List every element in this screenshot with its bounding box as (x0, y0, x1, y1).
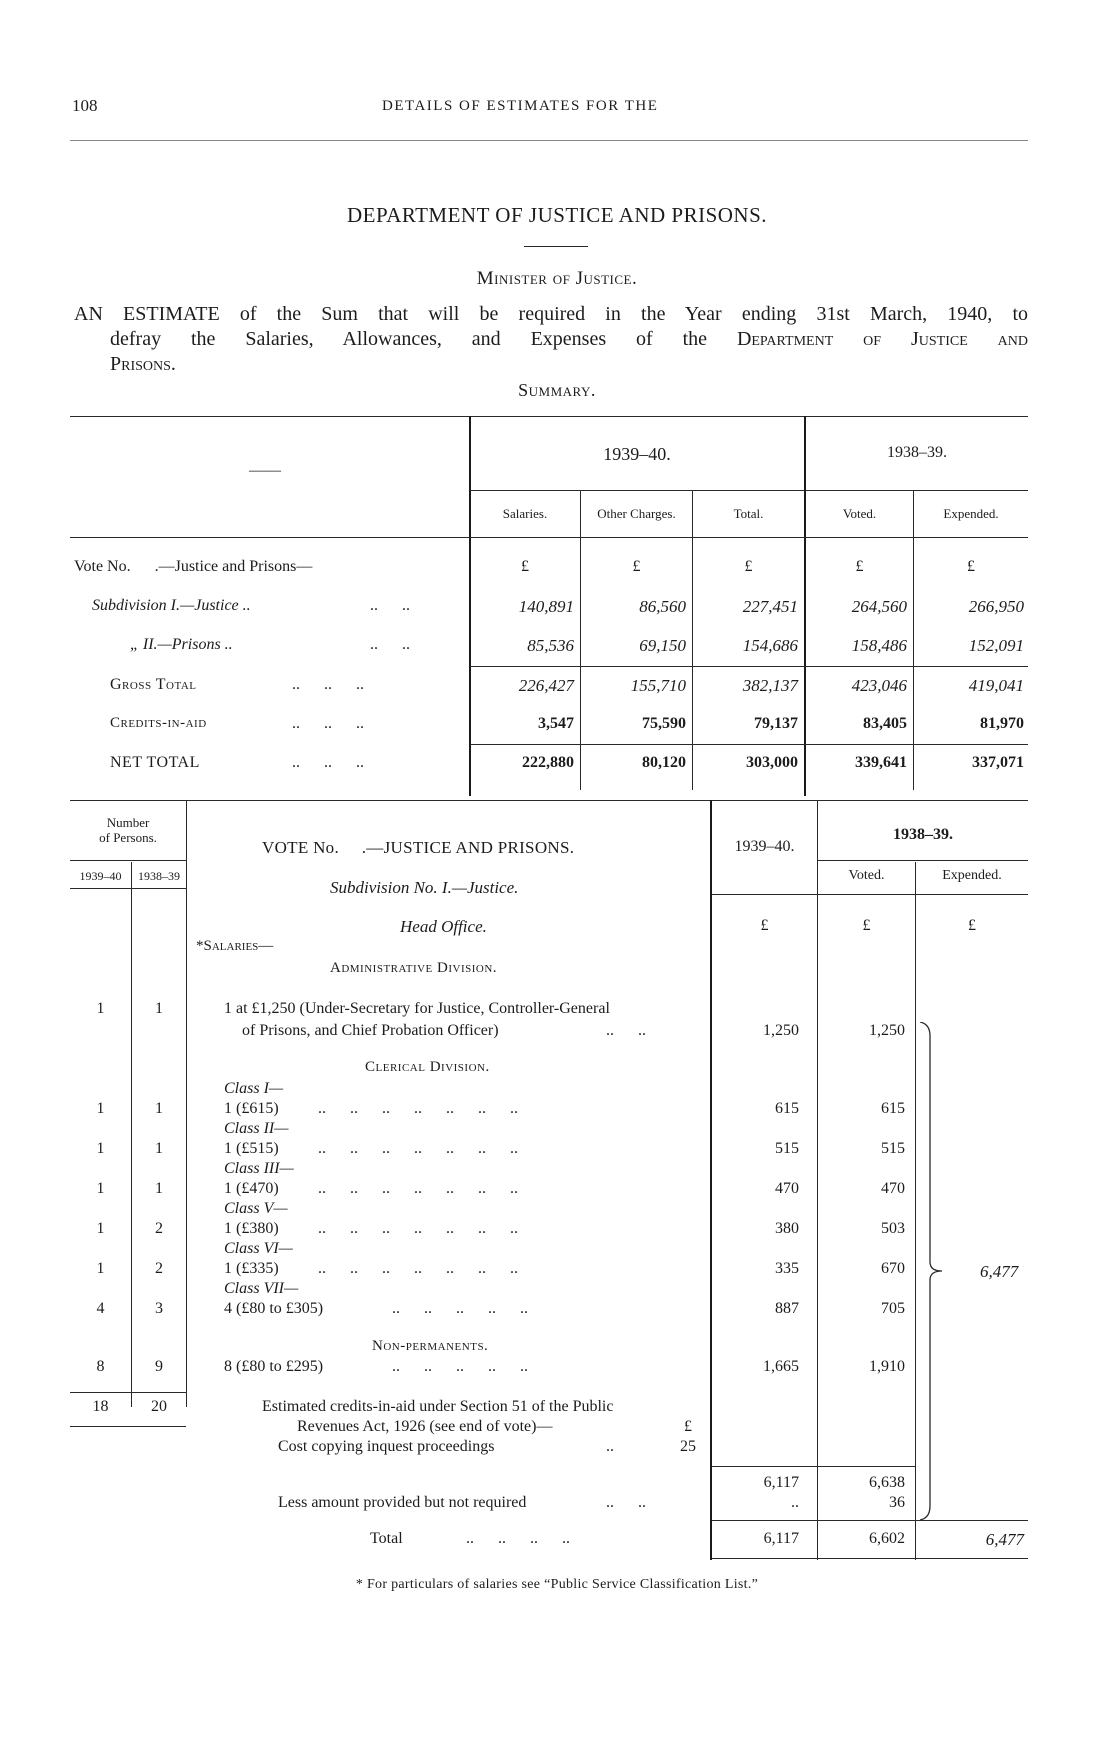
summary-cell: 80,120 (642, 754, 686, 771)
credits-item: Cost copying inquest proceedings (278, 1438, 495, 1455)
summary-cell: 226,427 (518, 676, 574, 695)
page-title: DEPARTMENT OF JUSTICE AND PRISONS. (346, 203, 768, 227)
persons-count: 1 (96, 1000, 105, 1017)
summary-cell: 140,891 (518, 597, 574, 616)
vote-title: .—Justice and Prisons— (154, 558, 313, 575)
minister-heading: Minister of Justice. (476, 268, 638, 289)
persons-count: 2 (155, 1260, 163, 1277)
vote-cell: 36 (889, 1494, 905, 1511)
estimate-line2b: Department of Justice and (736, 328, 1029, 350)
currency-symbol: £ (521, 558, 529, 575)
page-number: 108 (72, 96, 98, 115)
row-leader-dots: .. .. .. .. .. .. .. (318, 1220, 518, 1237)
less-label: Less amount provided but not required (278, 1494, 527, 1511)
summary-col-salaries: Salaries. (502, 506, 548, 521)
clerical-item: 1 (£470) (224, 1180, 279, 1197)
currency-symbol: £ (744, 558, 753, 575)
summary-cell: 81,970 (980, 715, 1024, 732)
total-rule (712, 1520, 1028, 1521)
class-label: Class VII— (224, 1280, 299, 1297)
credits-line1: Estimated credits-in-aid under Section 51 of the Public (262, 1398, 614, 1415)
clerical-item: 1 (£515) (224, 1140, 279, 1157)
summary-cell: 83,405 (863, 715, 907, 732)
persons-count: 3 (155, 1300, 163, 1317)
vote-cell: 6,638 (869, 1474, 905, 1491)
persons-count: 1 (96, 1220, 105, 1237)
persons-count: 1 (96, 1140, 105, 1157)
clerical-item: 1 (£615) (224, 1100, 279, 1117)
summary-cell: 152,091 (968, 636, 1024, 655)
subdivision-title: Subdivision No. I.—Justice. (330, 878, 519, 897)
summary-cell: 79,137 (754, 715, 798, 732)
summary-col-total: Total. (733, 506, 764, 521)
summary-row-label: NET TOTAL (110, 754, 200, 771)
clerical-item: 1 (£380) (224, 1220, 279, 1237)
summary-year-rule-a (470, 490, 804, 491)
persons-header: Number of Persons. (99, 815, 157, 845)
vote-cell: 6,117 (763, 1530, 799, 1547)
summary-cell: 419,041 (968, 676, 1024, 695)
summary-cell: 154,686 (742, 636, 798, 655)
summary-cell: 266,950 (968, 597, 1024, 616)
persons-count: 9 (155, 1358, 163, 1375)
summary-subtotal-rule (470, 666, 1028, 667)
vote-cell: 6,602 (869, 1530, 905, 1547)
admin-item-line2: of Prisons, and Chief Probation Officer) (242, 1022, 499, 1039)
summary-cell: 86,560 (639, 597, 686, 616)
salaries-heading: *Salaries— (196, 938, 274, 954)
clerical-division-heading: Clerical Division. (365, 1059, 490, 1075)
non-permanents-heading: Non-permanents. (372, 1338, 489, 1354)
summary-cell: 75,590 (642, 715, 686, 732)
credits-pound: £ (684, 1418, 692, 1435)
summary-row-dots: .. .. (370, 597, 410, 614)
vote-cell: 705 (881, 1300, 905, 1317)
class-label: Class V— (224, 1200, 288, 1217)
summary-year-previous: 1938–39. (887, 444, 947, 461)
vote-header-rule (712, 894, 1028, 895)
vote-cell: 470 (881, 1180, 905, 1197)
persons-total-bottom-rule (70, 1426, 186, 1427)
persons-count: 1 (96, 1260, 105, 1277)
currency-symbol: £ (862, 917, 871, 934)
currency-symbol: £ (632, 558, 641, 575)
admin-item-line1: 1 at £1,250 (Under-Secretary for Justice, Controller-General (224, 1000, 610, 1017)
summary-row-dots: .. .. .. (292, 676, 364, 693)
persons-header-rule (70, 860, 186, 861)
total-label: Total (370, 1530, 403, 1547)
summary-year-current: 1939–40. (603, 444, 671, 464)
estimate-intro-line3: Prisons. (110, 353, 176, 375)
summary-cell: 423,046 (851, 676, 907, 695)
persons-count: 1 (155, 1100, 163, 1117)
summary-cell: 227,451 (742, 597, 798, 616)
row-leader-dots: .. .. .. .. .. .. .. (318, 1260, 518, 1277)
persons-count: 1 (155, 1180, 163, 1197)
estimate-intro-line2 (110, 328, 1028, 351)
summary-row-label: Credits-in-aid (110, 715, 207, 731)
summary-stub-dash: —— (249, 462, 281, 479)
header-rule (70, 140, 1028, 141)
currency-symbol: £ (855, 558, 864, 575)
subtotal-rule (712, 1466, 916, 1467)
nonperm-item: 8 (£80 to £295) (224, 1358, 324, 1375)
admin-division-heading: Administrative Division. (330, 960, 498, 976)
persons-total: 20 (151, 1398, 167, 1415)
row-leader-dots: .. .. (606, 1494, 646, 1511)
summary-col-expended: Expended. (943, 506, 999, 521)
summary-col-other: Other Charges. (597, 506, 676, 521)
persons-count: 1 (155, 1000, 163, 1017)
summary-row-dots: .. .. .. (292, 715, 364, 732)
class-label: Class I— (224, 1080, 284, 1097)
estimate-rest: of the Sum that will be required in the Year ending 31st March, 1940, to (239, 303, 1029, 325)
expended-bracket-value: 6,477 (980, 1262, 1019, 1281)
summary-row-label: Subdivision I.—Justice .. (92, 597, 251, 614)
persons-count: 2 (155, 1220, 163, 1237)
head-office-heading: Head Office. (400, 917, 487, 936)
row-leader-dots: .. .. .. .. .. .. .. (318, 1140, 518, 1157)
summary-cell: 303,000 (746, 754, 798, 771)
summary-top-rule (70, 416, 1028, 417)
persons-total-rule (70, 1392, 186, 1393)
persons-year-previous: 1938–39 (138, 869, 180, 883)
estimate-line2a: defray the Salaries, Allowances, and Expenses of the (110, 328, 737, 350)
currency-symbol: £ (967, 558, 975, 575)
credits-line2: Revenues Act, 1926 (see end of vote)— (297, 1418, 553, 1435)
persons-count: 8 (96, 1358, 105, 1375)
vote-top-rule (70, 800, 1028, 801)
vote-cell: 470 (775, 1180, 799, 1197)
vote-cell: 615 (775, 1100, 799, 1117)
summary-cell: 264,560 (851, 597, 907, 616)
vote-cell: 515 (775, 1140, 799, 1157)
vote-cell: 6,477 (985, 1530, 1024, 1549)
persons-total: 18 (92, 1398, 109, 1415)
vote-cell: .. (791, 1494, 799, 1511)
summary-heading: Summary. (518, 380, 596, 400)
vote-cell: 615 (881, 1100, 905, 1117)
vote-vline-voted-right (915, 862, 916, 1560)
vote-cell: 335 (775, 1260, 799, 1277)
vote-col-expended: Expended. (942, 868, 1002, 883)
vote-year-previous: 1938–39. (893, 826, 953, 843)
vote-year-prev-rule (818, 860, 1028, 861)
summary-col-voted: Voted. (842, 506, 877, 521)
summary-row-label: „ II.—Prisons .. (130, 636, 233, 653)
summary-row-dots: .. .. .. (292, 754, 364, 771)
estimate-intro-line1 (74, 303, 1028, 326)
vote-cell: 1,910 (869, 1358, 905, 1375)
estimate-lead: AN ESTIMATE (74, 303, 220, 325)
vote-cell: 6,117 (763, 1474, 799, 1491)
clerical-item: 1 (£335) (224, 1260, 279, 1277)
vote-vline-persons (131, 862, 132, 1407)
vote-vline-persons-right (186, 800, 187, 1407)
vote-cell: 1,665 (763, 1358, 799, 1375)
summary-cell: 222,880 (522, 754, 574, 771)
row-leader-dots: .. .. .. .. .. (392, 1358, 528, 1375)
summary-header-rule (70, 537, 1028, 538)
summary-cell: 85,536 (527, 636, 574, 655)
row-leader-dots: .. .. .. .. .. .. .. (318, 1180, 518, 1197)
total-bottom-rule (712, 1558, 1028, 1559)
summary-year-rule-b (806, 490, 1028, 491)
row-leader-dots: .. (606, 1438, 614, 1455)
vote-cell: 1,250 (763, 1022, 799, 1039)
summary-vote-label (74, 558, 312, 576)
vote-year-current: 1939–40. (734, 838, 795, 855)
persons-count: 1 (155, 1140, 163, 1157)
vote-cell: 380 (775, 1220, 799, 1237)
title-rule (524, 246, 588, 247)
currency-symbol: £ (760, 917, 769, 934)
persons-count: 1 (96, 1180, 105, 1197)
persons-count: 4 (96, 1300, 105, 1317)
summary-cell: 382,137 (742, 676, 798, 695)
credits-value: 25 (680, 1438, 696, 1455)
summary-cell: 337,071 (972, 754, 1024, 771)
row-leader-dots: .. .. .. .. (466, 1530, 570, 1547)
summary-net-rule (470, 744, 1028, 745)
persons-year-current: 1939–40 (79, 869, 122, 883)
footnote: * For particulars of salaries see “Public Service Classification List.” (355, 1577, 759, 1592)
vote-cell: 515 (881, 1140, 905, 1157)
vote-cell: 1,250 (869, 1022, 905, 1039)
vote-cell: 503 (881, 1220, 905, 1237)
vote-no-label: Vote No. (74, 558, 131, 575)
persons-count: 1 (96, 1100, 105, 1117)
summary-cell: 155,710 (630, 676, 686, 695)
summary-row-dots: .. .. (370, 636, 410, 653)
summary-cell: 69,150 (639, 636, 686, 655)
row-leader-dots: .. .. .. .. .. .. .. (318, 1100, 518, 1117)
expended-brace (918, 1022, 946, 1520)
clerical-item: 4 (£80 to £305) (224, 1300, 324, 1317)
row-leader-dots: .. .. (606, 1022, 646, 1039)
class-label: Class VI— (224, 1240, 293, 1257)
currency-symbol: £ (968, 917, 976, 934)
summary-row-label: Gross Total (110, 676, 197, 693)
class-label: Class III— (224, 1160, 294, 1177)
summary-cell: 339,641 (855, 754, 907, 771)
vote-cell: 887 (775, 1300, 799, 1317)
vote-col-voted: Voted. (848, 868, 885, 883)
row-leader-dots: .. .. .. .. .. (392, 1300, 528, 1317)
vote-title: VOTE No. .—JUSTICE AND PRISONS. (262, 838, 575, 857)
persons-subheader-rule (70, 888, 186, 889)
vote-cell: 670 (881, 1260, 905, 1277)
summary-cell: 3,547 (538, 715, 574, 732)
summary-cell: 158,486 (851, 636, 907, 655)
running-title: DETAILS OF ESTIMATES FOR THE (382, 98, 659, 114)
class-label: Class II— (224, 1120, 289, 1137)
